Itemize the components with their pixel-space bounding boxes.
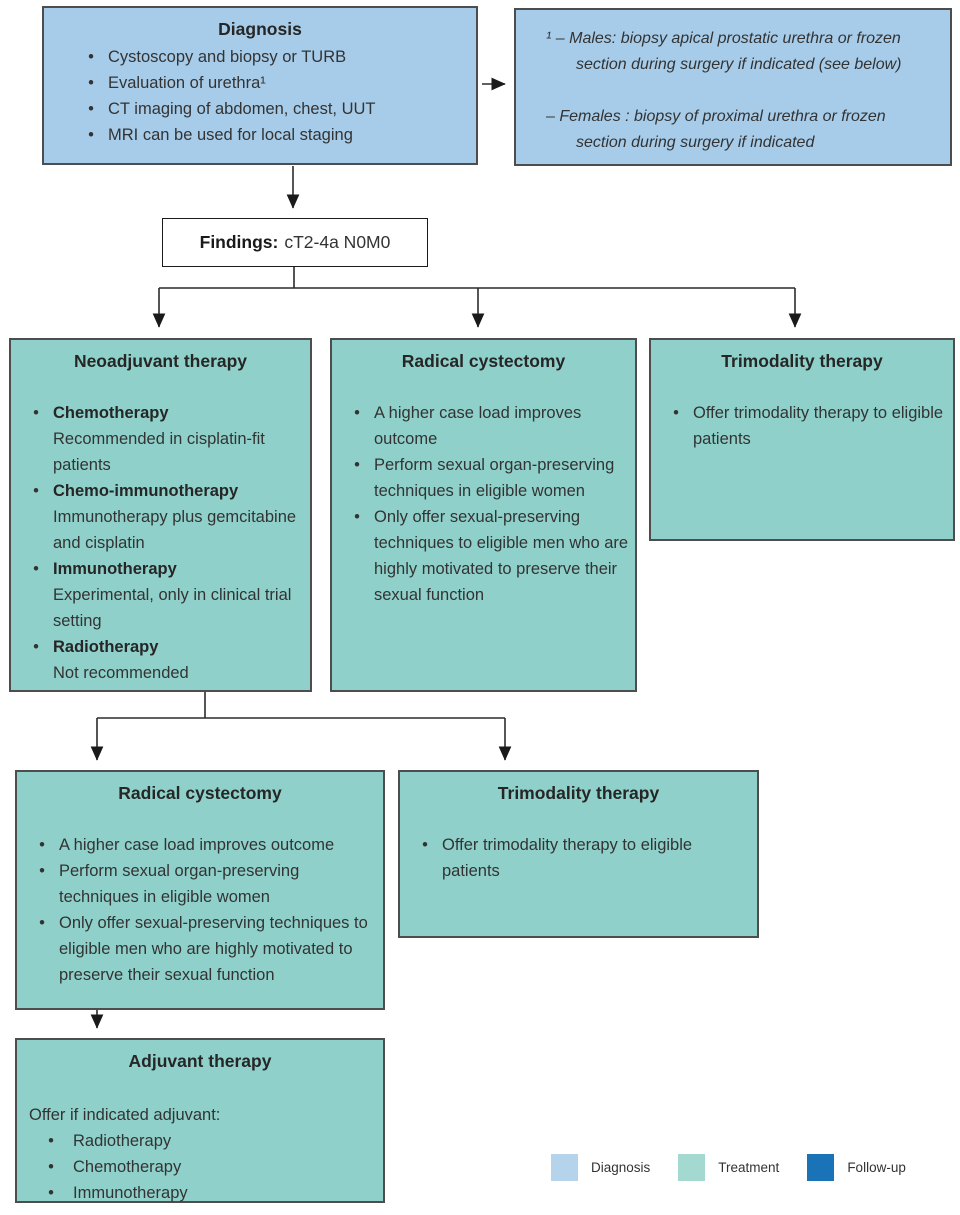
radical-mid-bullet: • A higher case load improves outcome [25,832,377,858]
radical-cystectomy-top-box [330,338,637,692]
bullet-icon [19,400,53,426]
therapy-name: Chemotherapy [53,404,169,422]
footnote-females: – Females : biopsy of proximal urethra or frozen section during surgery if indicated [546,108,886,151]
bullet-icon [29,1154,73,1180]
therapy-name: Radiotherapy [53,638,159,656]
diagnosis-bullet: • Cystoscopy and biopsy or TURB [74,44,466,70]
legend-label: Follow-up [847,1160,906,1175]
radical-mid-bullet: • Perform sexual organ-preserving techniques in eligible women [25,858,377,910]
trimodality-therapy-mid-box [398,770,759,938]
diagnosis-bullet: • CT imaging of abdomen, chest, UUT [74,96,466,122]
radical-cystectomy-mid-box [15,770,385,1010]
bullet-icon [74,44,108,70]
findings-value: cT2-4a N0M0 [284,232,391,252]
findings-box [162,218,428,267]
bullet-icon [74,70,108,96]
bullet-icon [29,1180,73,1206]
footnote-males: ¹ – Males: biopsy apical prostatic urethra or frozen section during surgery if indicated (see below) [546,30,902,73]
legend [551,1154,906,1181]
neoadjuvant-item [19,634,302,686]
legend-item-diagnosis [551,1154,650,1181]
therapy-desc: Experimental, only in clinical trial setting [53,586,292,630]
therapy-name: Immunotherapy [53,560,177,578]
bullet-icon [74,96,108,122]
radical-mid-title: Radical cystectomy [118,783,282,803]
bullet-icon [25,910,59,936]
diagnosis-title: Diagnosis [218,19,302,39]
neoadjuvant-item [19,478,302,556]
bullet-icon [340,504,374,530]
diagnosis-bullet: • MRI can be used for local staging [74,122,466,148]
neoadjuvant-title: Neoadjuvant therapy [73,351,248,371]
bullet-icon [340,400,374,426]
diagnosis-color-swatch [551,1154,578,1181]
bullet-icon [25,832,59,858]
bullet-icon [19,634,53,660]
bullet-icon [659,400,693,426]
bullet-icon [19,478,53,504]
findings-label: Findings: [199,232,279,252]
radical-top-title: Radical cystectomy [401,351,566,371]
adjuvant-bullet: • Radiotherapy [29,1128,377,1154]
bullet-icon [19,556,53,582]
diagnosis-box [42,6,478,165]
therapy-desc: Recommended in cisplatin-fit patients [53,430,265,474]
legend-item-followup [807,1154,906,1181]
treatment-color-swatch [678,1154,705,1181]
trimodality-therapy-top-box [649,338,955,541]
adjuvant-therapy-box [15,1038,385,1203]
trimodality-top-title: Trimodality therapy [721,351,883,371]
radical-top-bullet: • Perform sexual organ-preserving techniques in eligible women [340,452,629,504]
connector-neoadjuvant-branch [97,692,505,718]
adjuvant-bullet: • Immunotherapy [29,1180,377,1206]
neoadjuvant-item [19,400,302,478]
neoadjuvant-therapy-box [9,338,312,692]
adjuvant-title: Adjuvant therapy [128,1051,272,1071]
bullet-icon [340,452,374,478]
therapy-desc: Immunotherapy plus gemcitabine and cisplatin [53,508,297,552]
trimodality-mid-title: Trimodality therapy [497,783,660,803]
legend-label: Treatment [718,1160,780,1175]
legend-label: Diagnosis [591,1160,651,1175]
urethra-footnote-box [514,8,952,166]
radical-top-bullet: • Only offer sexual-preserving techniques to eligible men who are highly motivated to preserve their sexual function [340,504,629,608]
trimodality-top-bullet: • Offer trimodality therapy to eligible patients [659,400,947,452]
connector-findings-branch [159,267,795,288]
bullet-icon [74,122,108,148]
therapy-desc: Not recommended [53,664,189,682]
radical-top-bullet: • A higher case load improves outcome [340,400,629,452]
adjuvant-bullet: • Chemotherapy [29,1154,377,1180]
bullet-icon [408,832,442,858]
bullet-icon [29,1128,73,1154]
trimodality-mid-bullet: • Offer trimodality therapy to eligible patients [408,832,751,884]
adjuvant-intro: Offer if indicated adjuvant: [29,1106,221,1124]
followup-color-swatch [807,1154,834,1181]
legend-item-treatment [678,1154,779,1181]
radical-mid-bullet: • Only offer sexual-preserving techniques to eligible men who are highly motivated to preserve their sexual function [25,910,377,988]
diagnosis-bullet: • Evaluation of urethra¹ [74,70,466,96]
neoadjuvant-item [19,556,302,634]
therapy-name: Chemo-immunotherapy [53,482,239,500]
bullet-icon [25,858,59,884]
